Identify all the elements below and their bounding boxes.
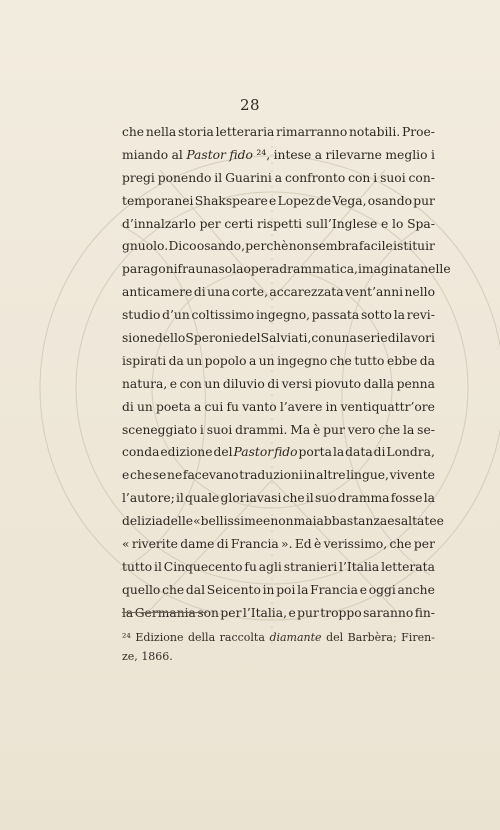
text-line: di un poeta a cui fu vanto l’avere in ventiquattr’ore — [122, 399, 435, 414]
text-line: ispirati da un popolo a un ingegno che tutto ebbe da — [122, 353, 435, 368]
footnote-line: ze, 1866. — [122, 650, 173, 663]
body-text — [122, 121, 451, 625]
footnote-line: ²⁴ Edizione della raccolta diamante del Barbèra; Firen- — [122, 631, 435, 644]
text-line: gnuolo. Dico osando, perchè non sembra facile istituir — [122, 239, 435, 254]
text-line: che nella storia letteraria rimarranno notabili. Proe- — [122, 125, 435, 139]
text-line: delizia delle « bellissime e non mai abbastanza esaltate e — [122, 514, 444, 529]
text-line: l’autore; il quale gloriavasi che il suo dramma fosse la — [122, 491, 435, 506]
text-line: conda edizione del Pastor fido porta la data di Londra, — [122, 445, 435, 460]
footnote-divider — [122, 612, 207, 613]
text-line: anticamere di una corte, accarezzata vent’anni nello — [122, 285, 435, 300]
text-line: d’innalzarlo per certi rispetti sull’Inglese e lo Spa- — [122, 216, 435, 231]
text-line: sione dello Speroni e del Salviati, con una serie di lavori — [122, 331, 435, 346]
text-line: paragoni fra una sola opera drammatica, imaginata nelle — [122, 262, 451, 277]
footnote — [122, 628, 435, 666]
text-line: temporanei Shakspeare e Lopez de Vega, osando pur — [122, 193, 435, 208]
text-line: « riverite dame di Francia ». Ed è verissimo, che per — [122, 537, 435, 552]
page-number: 28 — [239, 96, 261, 114]
text-line: studio d’un coltissimo ingegno, passata sotto la revi- — [122, 308, 435, 323]
text-line: e che se ne facevano traduzioni in altre lingue, vivente — [122, 468, 435, 483]
text-line: tutto il Cinquecento fu agli stranieri l’Italia letterata — [122, 559, 435, 574]
text-line: miando al Pastor fido ²⁴, intese a rilevarne meglio i — [122, 147, 435, 162]
text-line: la Germania son per l’Italia, e pur troppo saranno fin- — [122, 605, 435, 620]
text-line: natura, e con un diluvio di versi piovuto dalla penna — [122, 376, 435, 391]
text-line: pregi ponendo il Guarini a confronto con i suoi con- — [122, 170, 435, 185]
text-line: quello che dal Seicento in poi la Francia e oggi anche — [122, 582, 435, 597]
text-line: sceneggiato i suoi drammi. Ma è pur vero che la se- — [122, 422, 435, 437]
